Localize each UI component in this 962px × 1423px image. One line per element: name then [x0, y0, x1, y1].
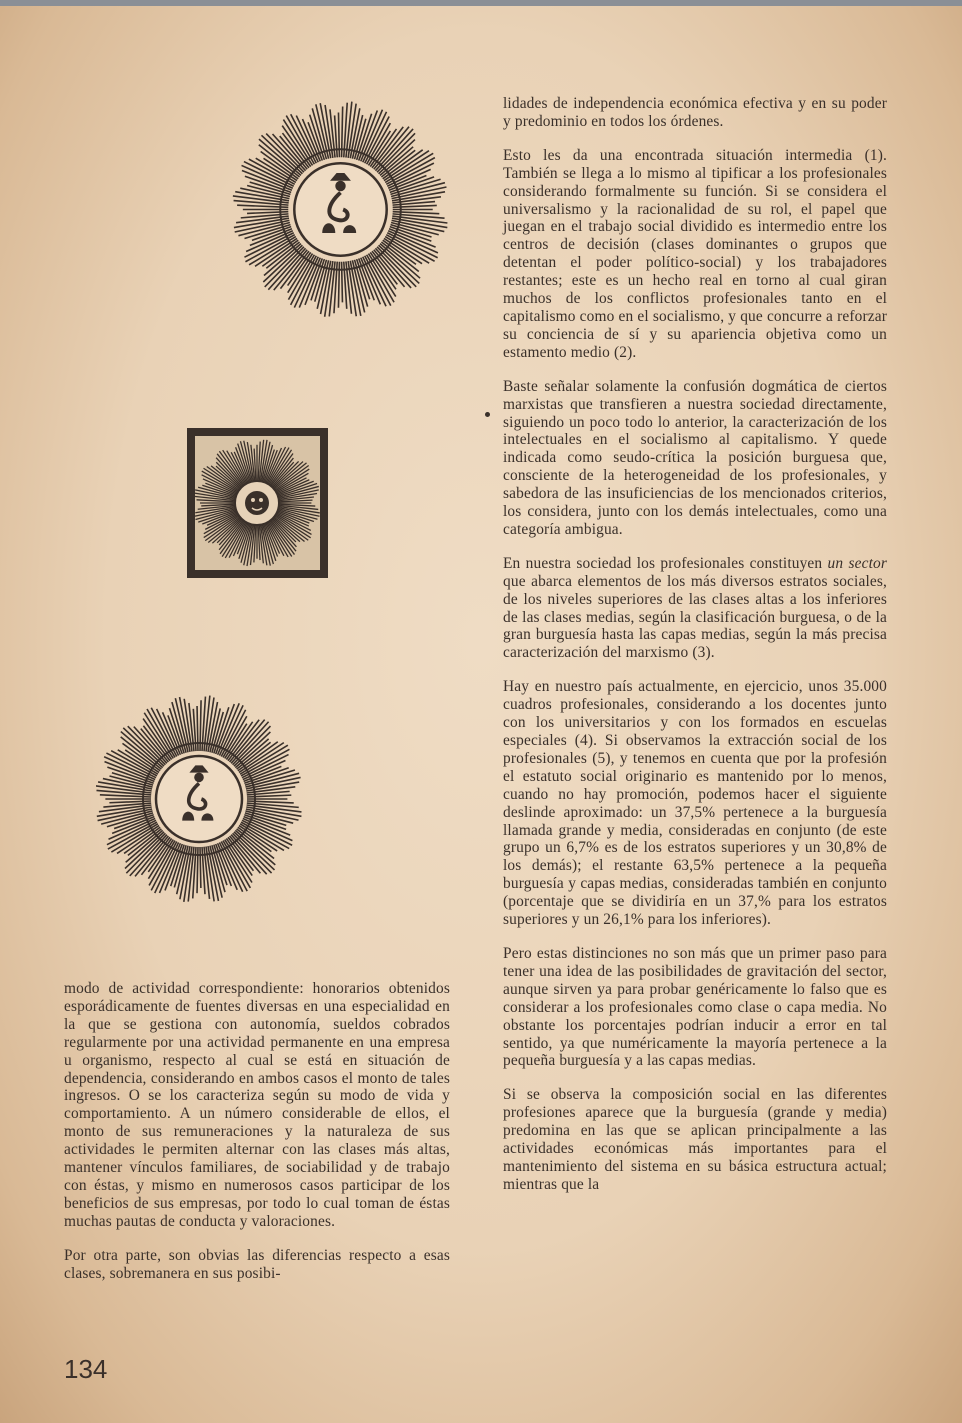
paragraph: Esto les da una encontrada situación intermedia (1). También se llega a lo mismo al tipificar a los profesionales considerando formalmente su función. Si se considera el universalismo y la racionalidad de su rol, el papel que juegan en el trabajo social dividido es intermedio entre los centros de decisión (clases dominantes o grupos que detentan el poder político-social) y los trabajadores restantes; este es un hecho real en torno al cual giran muchos de los conflictos profesionales tanto en el capitalismo como en el socialismo, y que concurre a reforzar su conciencia de sí y su apariencia objetiva como un estamento medio (2).: [503, 146, 887, 361]
text-run: que abarca elementos de los más diversos estratos sociales, de los niveles superiores de las clases altas a los inferiores de las clases medias, según la clasificación burguesa, o de la gran burguesía hasta las capas medias, según la más precisa caracterización del marxismo (3).: [503, 572, 887, 662]
paragraph: [503, 555, 887, 662]
left-column: [64, 980, 450, 1299]
paragraph: lidades de independencia económica efectiva y en su poder y predominio en todos los órdenes.: [503, 95, 887, 130]
paragraph: Baste señalar solamente la confusión dogmática de ciertos marxistas que transfieren a nuestra sociedad directamente, siguiendo un poco todo lo anterior, la caracterización de los intelectuales en el socialismo al capitalismo. Y quede indicada como seudo-crítica la posición burguesa que, consciente de la heterogeneidad de los profesionales, y sabedora de las insuficiencias de los mencionados criterios, los considera, junto con los demás intelectuales, como una categoría ambigua.: [503, 377, 887, 538]
radiating-sun-with-figure-icon: [228, 97, 453, 322]
text-run: En nuestra sociedad los profesionales constituyen: [503, 554, 823, 572]
emphasis-text: un sector: [827, 554, 887, 572]
paragraph: Pero estas distinciones no son más que un primer paso para tener una idea de las posibilidades de gravitación del sector, aunque sirven ya para probar genéricamente lo falso que es considerar a los profesionales como clase o capa media. No obstante los porcentajes podrían inducir a error en tal sentido, ya que numéricamente la mayoría pertenece a la pequeña burguesía y a las capas medias.: [503, 944, 887, 1070]
framed-sun-face-icon: [187, 428, 328, 578]
bullet-mark: [485, 412, 490, 417]
right-column: [503, 95, 887, 1210]
sun-emblem-bottom: [96, 692, 302, 907]
page-number: 134: [64, 1354, 108, 1384]
sun-emblem-framed: [187, 428, 328, 578]
paragraph: Por otra parte, son obvias las diferencias respecto a esas clases, sobremanera en sus posibi-: [64, 1246, 450, 1282]
paragraph: Hay en nuestro país actualmente, en ejercicio, unos 35.000 cuadros profesionales, considerando a los docentes junto con los universitarios y con los formados en escuelas especiales (4). Si observamos la extracción social de los profesionales (5), y tenemos en cuenta que por la profesión el estatuto social originario es mantenido por lo menos, cuando no hay promoción, podemos hacer el siguiente deslinde aproximado: un 37,5% pertenece a la burguesía llamada grande y media, consideradas en conjunto (de este grupo un 6,7% es de los estratos superiores y un 30,8% de los demás); el restante 63,5% pertenece a la pequeña burguesía y capas medias, consideradas también en conjunto (porcentaje que se dividiría en un 37,% para los estratos superiores y un 26,1% para los inferiores).: [503, 678, 887, 929]
sun-emblem-top: [228, 97, 453, 322]
radiating-sun-with-figure-icon: [96, 692, 302, 907]
paragraph: Si se observa la composición social en las diferentes profesiones aparece que la burguesía (grande y media) predomina en las que se aplican principalmente a las actividades económicas más importantes para el mantenimiento del sistema en su básica estructura actual; mientras que la: [503, 1086, 887, 1193]
paragraph: modo de actividad correspondiente: honorarios obtenidos esporádicamente de fuentes diversas en una especialidad en la que se gestiona con autonomía, sueldos cobrados regularmente por una actividad permanente en una empresa u organismo, respecto al cual se está en situación de dependencia, considerando en ambos casos el monto de tales ingresos. O se los caracteriza según su modo de vida y comportamiento. A un número considerable de ellos, el monto de sus remuneraciones y la naturaleza de sus actividades le permiten alternar con las clases más altas, mantener vínculos familiares, de sociabilidad y de trabajo con éstas, y mismo en numerosos casos participar de los beneficios de sus empresas, por todo lo cual toman de éstas muchas pautas de conducta y valoraciones.: [64, 980, 450, 1230]
top-edge-bar: [0, 0, 962, 6]
